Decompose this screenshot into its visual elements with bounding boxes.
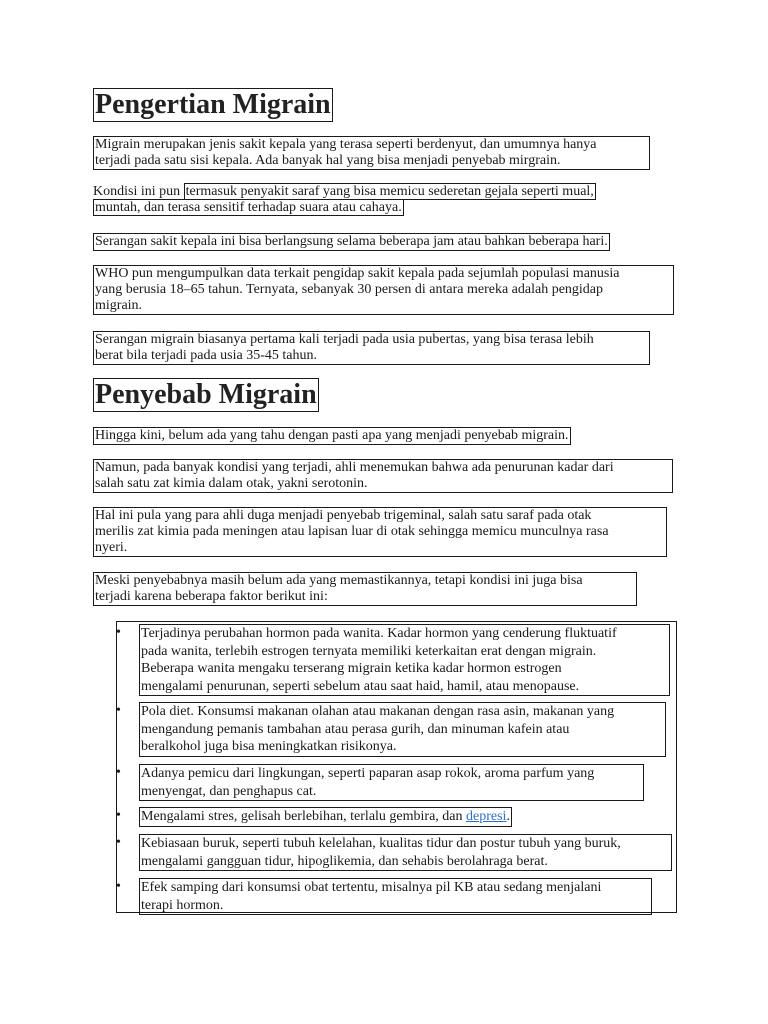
bullet-icon: • xyxy=(116,765,121,780)
paragraph-who xyxy=(93,265,674,315)
text-line: Migrain merupakan jenis sakit kepala yang terasa seperti berdenyut, dan umumnya hanya xyxy=(95,137,597,152)
text-line: Hal ini pula yang para ahli duga menjadi penyebab trigeminal, salah satu saraf pada otak xyxy=(95,508,592,523)
text-line: Hingga kini, belum ada yang tahu dengan pasti apa yang menjadi penyebab migrain. xyxy=(95,428,569,443)
text-line: Serangan sakit kepala ini bisa berlangsung selama beberapa jam atau bahkan beberapa hari. xyxy=(95,234,608,249)
list-item-diet xyxy=(139,702,666,757)
bullet-icon: • xyxy=(116,835,121,850)
heading-penyebab-migrain: Penyebab Migrain xyxy=(95,379,317,410)
bullet-icon: • xyxy=(116,625,121,640)
text-line: Terjadinya perubahan hormon pada wanita. Kadar hormon yang cenderung fluktuatif xyxy=(141,626,617,641)
text-line: termasuk penyakit saraf yang bisa memicu sederetan gejala seperti mual, xyxy=(185,184,594,199)
bullet-icon: • xyxy=(116,808,121,823)
text-line: terapi hormon. xyxy=(141,897,224,913)
text-line: Mengalami stres, gelisah berlebihan, terlalu gembira, dan xyxy=(141,809,467,824)
text-line: salah satu zat kimia dalam otak, yakni serotonin. xyxy=(95,476,368,491)
paragraph-factors-intro xyxy=(93,572,637,606)
text-line: Pola diet. Konsumsi makanan olahan atau makanan dengan rasa asin, makanan yang xyxy=(141,704,615,719)
text-line: nyeri. xyxy=(95,540,128,555)
text-line: mengandung pemanis tambahan atau perasa gurih, dan minuman kafein atau xyxy=(141,721,570,737)
paragraph-unknown-cause xyxy=(93,427,571,445)
text-line: yang berusia 18–65 tahun. Ternyata, sebanyak 30 persen di antara mereka adalah pengidap xyxy=(95,282,604,297)
text-line: Adanya pemicu dari lingkungan, seperti paparan asap rokok, aroma parfum yang xyxy=(141,766,595,781)
text-line: beralkohol juga bisa meningkatkan risikonya. xyxy=(141,739,397,754)
paragraph-condition xyxy=(93,184,596,216)
text-line: merilis zat kimia pada meningen atau lapisan luar di otak sehingga memicu munculnya rasa xyxy=(95,524,609,539)
text-line: terjadi karena beberapa faktor berikut ini: xyxy=(95,589,328,604)
text-line: Namun, pada banyak kondisi yang terjadi, ahli menemukan bahwa ada penurunan kadar dari xyxy=(95,460,614,475)
paragraph-trigeminal xyxy=(93,507,667,557)
text-line: pada wanita, terlebih estrogen ternyata memiliki keterkaitan erat dengan migrain. xyxy=(141,643,597,659)
list-item-environment xyxy=(139,764,644,801)
text-suffix: . xyxy=(506,809,510,824)
list-item-stress xyxy=(139,807,512,827)
text-line: mengalami penurunan, seperti sebelum atau saat haid, hamil, atau menopause. xyxy=(141,678,580,694)
bullet-icon: • xyxy=(116,879,121,894)
text-line: mengalami gangguan tidur, hipoglikemia, dan sehabis berolahraga berat. xyxy=(141,853,548,869)
text-line: Efek samping dari konsumsi obat tertentu, misalnya pil KB atau sedang menjalani xyxy=(141,880,602,895)
paragraph-definition xyxy=(93,136,650,170)
paragraph-onset xyxy=(93,331,650,365)
text-line: Beberapa wanita mengaku terserang migrain ketika kadar hormon estrogen xyxy=(141,661,562,676)
text-line: terjadi pada satu sisi kepala. Ada banyak hal yang bisa menjadi penyebab mirgrain. xyxy=(95,153,561,168)
text-prefix: Kondisi ini pun xyxy=(93,184,184,199)
list-item-medication xyxy=(139,878,652,915)
paragraph-duration xyxy=(93,233,610,251)
bullet-icon: • xyxy=(116,703,121,718)
text-line: WHO pun mengumpulkan data terkait pengidap sakit kepala pada sejumlah populasi manusia xyxy=(95,266,620,281)
text-line: Kebiasaan buruk, seperti tubuh kelelahan, kualitas tidur dan postur tubuh yang buruk, xyxy=(141,836,621,851)
text-line: muntah, dan terasa sensitif terhadap suara atau cahaya. xyxy=(95,200,402,215)
text-line: menyengat, dan penghapus cat. xyxy=(141,783,317,799)
text-line: Meski penyebabnya masih belum ada yang memastikannya, tetapi kondisi ini juga bisa xyxy=(95,573,583,588)
text-line: migrain. xyxy=(95,298,143,313)
link-depresi[interactable]: depresi xyxy=(466,809,507,824)
text-line: berat bila terjadi pada usia 35-45 tahun. xyxy=(95,348,317,363)
heading-pengertian-migrain: Pengertian Migrain xyxy=(95,89,331,120)
paragraph-serotonin xyxy=(93,459,673,493)
list-item-hormone xyxy=(139,624,670,696)
text-line: Serangan migrain biasanya pertama kali terjadi pada usia pubertas, yang bisa terasa lebih xyxy=(95,332,594,347)
list-item-habits xyxy=(139,834,672,871)
